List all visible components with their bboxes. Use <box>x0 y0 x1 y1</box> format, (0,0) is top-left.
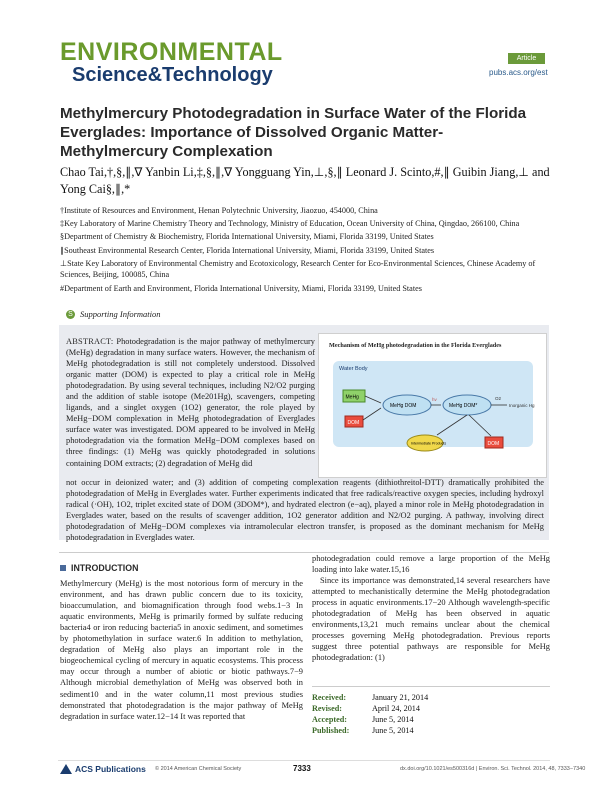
date-label: Received: <box>312 693 347 702</box>
affiliation: ⊥State Key Laboratory of Environmental Chemistry and Ecotoxicology, Research Center for Eco-Environmental Sciences, Chinese Academy of Sciences, Beijing, 100085, China <box>60 258 536 280</box>
date-row <box>312 725 550 736</box>
date-label: Published: <box>312 726 350 735</box>
date-label: Revised: <box>312 704 343 713</box>
products-label: Inorganic Hg <box>509 403 535 408</box>
article-title: Methylmercury Photodegradation in Surface Water of the Florida Everglades: Importance of Dissolved Organic Matter-Methylmercury Complexation <box>60 105 527 160</box>
article-dates <box>312 686 550 736</box>
abstract-text-part1 <box>66 336 315 469</box>
intro-paragraph: Methylmercury (MeHg) is the most notorious form of mercury in the environment, and has drawn public concern due to its toxicity, bioaccumulation, and biomagnification through food webs.1−3 In aquatic environments, MeHg is primarily formed by sulfate reducing bacteria4 or iron reducing bacteria5 in anoxic sediment, and sometimes by photomethylation in surface water.6 In addition to methylation, degradation of MeHg also plays an important role in the biogeochemical cycling of mercury in aquatic ecosystems. This process may occur through a number of abiotic or biotic pathways.7−9 Although microbial demethylation of MeHg was observed both in sediment10 and in the water column,11 most previous studies demonstrated that photodegradation is the major pathway of MeHg degradation in surface water.12−14 It was reported that <box>60 579 303 721</box>
date-value: January 21, 2014 <box>372 693 429 702</box>
date-row <box>312 714 550 725</box>
date-value: June 5, 2014 <box>372 726 414 735</box>
supporting-info-icon: S <box>66 310 75 319</box>
supporting-information-link[interactable] <box>66 309 161 319</box>
affiliation: †Institute of Resources and Environment, Henan Polytechnic University, Jiaozuo, 454000, China <box>60 206 378 215</box>
journal-logo <box>60 38 283 100</box>
date-label: Accepted: <box>312 715 348 724</box>
page-number: 7333 <box>293 764 311 773</box>
intro-column-left <box>60 563 303 722</box>
intro-heading-text: INTRODUCTION <box>71 563 139 573</box>
affiliation: ∥Southeast Environmental Research Center, Florida International University, Miami, Florida 33199, United States <box>60 245 435 255</box>
publisher-name: ACS Publications <box>75 764 146 774</box>
journal-url-link[interactable]: pubs.acs.org/est <box>489 68 548 77</box>
mehg-label: MeHg <box>345 394 359 401</box>
light-label: hv <box>432 397 437 402</box>
dom-label-right: DOM <box>487 441 500 447</box>
intermediates-label: Intermediate Products <box>411 441 447 446</box>
journal-logo-line1: ENVIRONMENTAL <box>60 38 283 66</box>
toc-graphic <box>318 333 547 478</box>
abstract-body-1: Photodegradation is the major pathway of methylmercury (MeHg) degradation in many surface waters. However, the mechanism of MeHg photodegradation is still not completely understood. Dissolved organic matter (DOM) is expected to play a critical role in MeHg photodegradation. By using several techniques, including N2/O2 purging and the addition of stable isotope (Me201Hg), scavengers, competing ligands, and a singlet oxygen (1O2) generator, the role played by MeHg−DOM complexation in MeHg photodegradation of Everglades surface water was investigated. DOM appeared to be involved in MeHg photodegradation via the formation MeHg−DOM complexes based on three findings: (1) MeHg was quickly photodegraded in solutions containing DOM extracts; (2) degradation of MeHg did <box>66 337 315 468</box>
acs-logo-icon <box>60 764 72 774</box>
date-value: April 24, 2014 <box>372 704 420 713</box>
date-value: June 5, 2014 <box>372 715 414 724</box>
date-row <box>312 703 550 714</box>
toc-title: Mechanism of MeHg photodegradation in the Florida Everglades <box>329 342 502 349</box>
article-type-badge: Article <box>508 53 545 64</box>
intro-heading <box>60 563 303 574</box>
author-list: Chao Tai,†,§,∥,∇ Yanbin Li,‡,§,∥,∇ Yongguang Yin,⊥,§,∥ Leonard J. Scinto,#,∥ Guibin Jiang,⊥ and Yong Cai§,∥,* <box>60 165 550 196</box>
abstract-label: ABSTRACT: <box>66 337 114 346</box>
abstract-text-part2: not occur in deionized water; and (3) addition of competing complexation reagents (dithiothreitol-DTT) dramatically prohibited the photodegradation of MeHg in Everglades water. Further experiments indicated that free radicals/reactive oxygen species, including hydroxyl radical (·OH), 1O2, triplet excited state of DOM (3DOM*), and hydrated electron (e−aq), played a minor role in MeHg photodegradation in Everglades water, based on the results of scavenger addition, 1O2 generator addition and N2/O2 purging. A pathway, involving direct photodegradation of MeHg−DOM complexes via intramolecular electron transfer, is proposed as the dominant mechanism for MeHg photodegradation in Everglades water. <box>66 478 544 543</box>
section-square-icon <box>60 565 66 571</box>
doi-citation[interactable]: dx.doi.org/10.1021/es500316d | Environ. Sci. Technol. 2014, 48, 7333−7340 <box>400 766 586 772</box>
copyright-notice: © 2014 American Chemical Society <box>155 766 242 772</box>
intro-paragraph: photodegradation could remove a large proportion of the MeHg loading into lake water.15,16 <box>312 554 550 575</box>
intro-paragraph: Since its importance was demonstrated,14 several researchers have attempted to mechanistically determine the MeHg photodegradation process in aquatic environments.17−20 Although wavelength-specific photodegradation of MeHg has been observed in aquatic environments,13,21 much remains unclear about the chemical processes governing MeHg photodegradation. Previous reports suggest three potential pathways are responsible for MeHg photodegradation: (1) <box>312 576 550 663</box>
water-body-label: Water Body <box>339 366 368 372</box>
mehg-dom-star-label: MeHg DOM* <box>449 403 478 409</box>
affiliation: #Department of Earth and Environment, Florida International University, Miami, Florida 33199, United States <box>60 283 422 293</box>
supporting-info-label: Supporting Information <box>80 309 161 319</box>
intro-column-right <box>312 553 550 663</box>
affiliations <box>60 205 550 296</box>
affiliation: ‡Key Laboratory of Marine Chemistry Theory and Technology, Ministry of Education, Ocean University of China, Qingdao, 266100, China <box>60 219 520 229</box>
dom-label: DOM <box>347 420 360 426</box>
date-row <box>312 692 550 703</box>
o2-label: O2 <box>495 396 502 401</box>
journal-logo-line2: Science&Technology <box>72 64 273 86</box>
acs-publications-logo[interactable] <box>60 764 146 774</box>
water-body-region <box>333 361 533 447</box>
affiliation: §Department of Chemistry & Biochemistry, Florida International University, Miami, Florida 33199, United States <box>60 232 434 242</box>
mehg-dom-label: MeHg DOM <box>390 403 417 409</box>
